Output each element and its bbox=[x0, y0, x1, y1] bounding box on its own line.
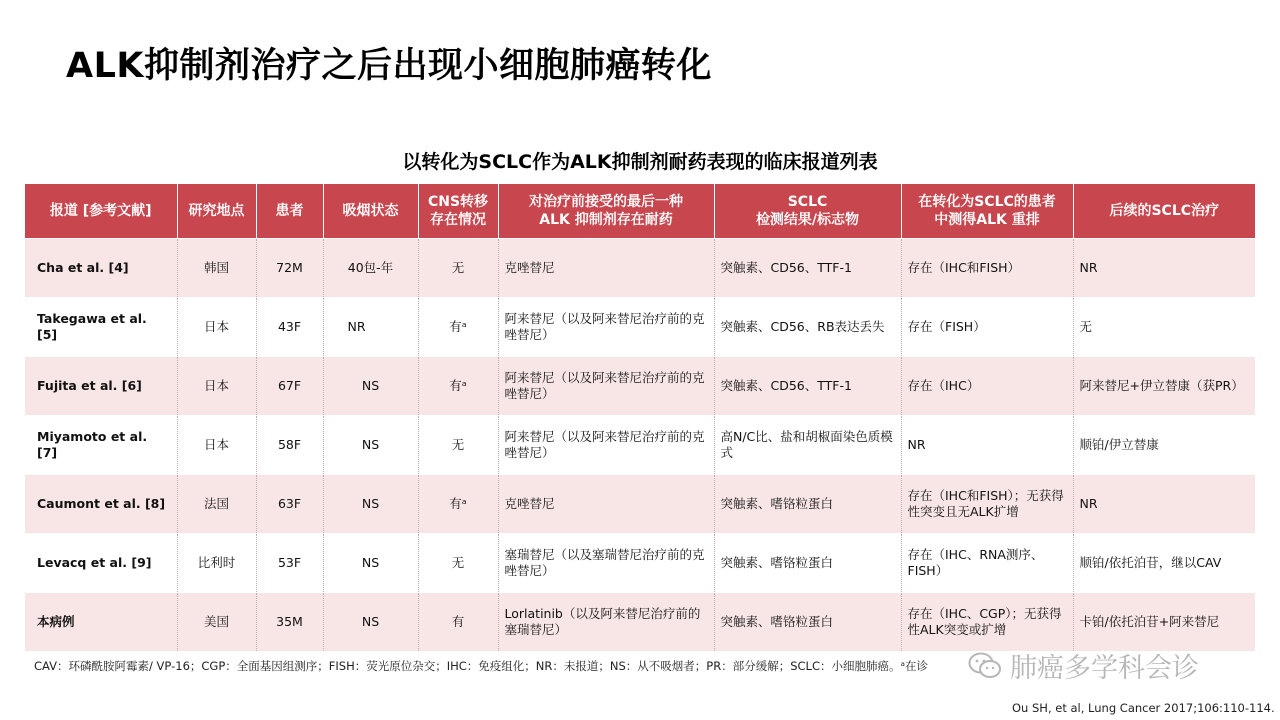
cell-cns: 有ᵃ bbox=[418, 357, 498, 416]
cell-report: 本病例 bbox=[25, 593, 177, 652]
cell-alk-rearrangement: 存在（IHC） bbox=[901, 357, 1073, 416]
header-patient: 患者 bbox=[256, 184, 323, 239]
cell-cns: 无 bbox=[418, 416, 498, 475]
table-title: 以转化为SCLC作为ALK抑制剂耐药表现的临床报道列表 bbox=[402, 151, 878, 173]
cell-cns: 有ᵃ bbox=[418, 475, 498, 534]
abbreviations-footnote: CAV：环磷酰胺阿霉素/ VP-16；CGP：全面基因组测序；FISH：荧光原位杂交；IHC：免疫组化；NR：未报道；NS：从不吸烟者；PR：部分缓解；SCLC：小细胞肺癌。ᵃ在诊 bbox=[34, 659, 928, 673]
table-row bbox=[25, 416, 1255, 475]
cell-patient: 35M bbox=[256, 593, 323, 652]
cell-patient: 58F bbox=[256, 416, 323, 475]
cell-sclc-markers: 突触素、CD56、TTF-1 bbox=[714, 357, 901, 416]
table-row bbox=[25, 239, 1255, 298]
wechat-logo-icon bbox=[968, 651, 1002, 681]
cell-alk-resistance: Lorlatinib（以及阿来替尼治疗前的塞瑞替尼） bbox=[498, 593, 714, 652]
cell-cns: 有 bbox=[418, 593, 498, 652]
cell-patient: 53F bbox=[256, 534, 323, 593]
table-row bbox=[25, 298, 1255, 357]
cell-cns: 无 bbox=[418, 239, 498, 298]
cell-cns: 有ᵃ bbox=[418, 298, 498, 357]
cell-report: Levacq et al. [9] bbox=[25, 534, 177, 593]
cell-smoking: NS bbox=[323, 534, 418, 593]
cell-patient: 72M bbox=[256, 239, 323, 298]
cell-alk-resistance: 克唑替尼 bbox=[498, 475, 714, 534]
cell-location: 韩国 bbox=[177, 239, 256, 298]
cell-location: 日本 bbox=[177, 416, 256, 475]
cell-location: 日本 bbox=[177, 298, 256, 357]
table-row bbox=[25, 475, 1255, 534]
cell-sclc-markers: 突触素、CD56、TTF-1 bbox=[714, 239, 901, 298]
cell-smoking: NS bbox=[323, 357, 418, 416]
cell-sclc-markers: 高N/C比、盐和胡椒面染色质模式 bbox=[714, 416, 901, 475]
header-cns: CNS转移 存在情况 bbox=[418, 184, 498, 239]
header-subsequent-treatment: 后续的SCLC治疗 bbox=[1073, 184, 1255, 239]
table-row bbox=[25, 593, 1255, 652]
cell-sclc-markers: 突触素、CD56、RB表达丢失 bbox=[714, 298, 901, 357]
page-title: ALK抑制剂治疗之后出现小细胞肺癌转化 bbox=[66, 46, 713, 86]
cell-smoking: NS bbox=[323, 475, 418, 534]
cell-patient: 43F bbox=[256, 298, 323, 357]
table-header-row bbox=[25, 184, 1255, 239]
header-smoking: 吸烟状态 bbox=[323, 184, 418, 239]
cell-cns: 无 bbox=[418, 534, 498, 593]
cell-report: Fujita et al. [6] bbox=[25, 357, 177, 416]
cell-smoking: 40包-年 bbox=[323, 239, 418, 298]
cell-alk-resistance: 阿来替尼（以及阿来替尼治疗前的克唑替尼） bbox=[498, 298, 714, 357]
cell-alk-rearrangement: 存在（IHC、RNA测序、FISH） bbox=[901, 534, 1073, 593]
cell-location: 法国 bbox=[177, 475, 256, 534]
cell-alk-resistance: 塞瑞替尼（以及塞瑞替尼治疗前的克唑替尼） bbox=[498, 534, 714, 593]
cell-smoking: NS bbox=[323, 593, 418, 652]
clinical-reports-table bbox=[25, 184, 1255, 651]
cell-subsequent-treatment: NR bbox=[1073, 475, 1255, 534]
header-report: 报道 [参考文献] bbox=[25, 184, 177, 239]
cell-location: 美国 bbox=[177, 593, 256, 652]
cell-subsequent-treatment: 顺铂/依托泊苷，继以CAV bbox=[1073, 534, 1255, 593]
cell-subsequent-treatment: NR bbox=[1073, 239, 1255, 298]
cell-alk-resistance: 阿来替尼（以及阿来替尼治疗前的克唑替尼） bbox=[498, 357, 714, 416]
cell-alk-rearrangement: 存在（IHC、CGP）；无获得性ALK突变或扩增 bbox=[901, 593, 1073, 652]
cell-report: Takegawa et al. [5] bbox=[25, 298, 177, 357]
cell-alk-rearrangement: NR bbox=[901, 416, 1073, 475]
cell-alk-rearrangement: 存在（IHC和FISH）；无获得性突变且无ALK扩增 bbox=[901, 475, 1073, 534]
cell-subsequent-treatment: 卡铂/依托泊苷+阿来替尼 bbox=[1073, 593, 1255, 652]
watermark-text: 肺癌多学科会诊 bbox=[1010, 653, 1199, 684]
cell-alk-rearrangement: 存在（FISH） bbox=[901, 298, 1073, 357]
cell-smoking: NR bbox=[323, 298, 418, 357]
cell-subsequent-treatment: 无 bbox=[1073, 298, 1255, 357]
cell-alk-rearrangement: 存在（IHC和FISH） bbox=[901, 239, 1073, 298]
cell-smoking: NS bbox=[323, 416, 418, 475]
cell-sclc-markers: 突触素、嗜铬粒蛋白 bbox=[714, 593, 901, 652]
cell-patient: 67F bbox=[256, 357, 323, 416]
table-row bbox=[25, 357, 1255, 416]
cell-alk-resistance: 克唑替尼 bbox=[498, 239, 714, 298]
cell-report: Cha et al. [4] bbox=[25, 239, 177, 298]
header-location: 研究地点 bbox=[177, 184, 256, 239]
cell-location: 比利时 bbox=[177, 534, 256, 593]
cell-sclc-markers: 突触素、嗜铬粒蛋白 bbox=[714, 475, 901, 534]
cell-location: 日本 bbox=[177, 357, 256, 416]
cell-subsequent-treatment: 顺铂/伊立替康 bbox=[1073, 416, 1255, 475]
cell-alk-resistance: 阿来替尼（以及阿来替尼治疗前的克唑替尼） bbox=[498, 416, 714, 475]
cell-patient: 63F bbox=[256, 475, 323, 534]
cell-report: Miyamoto et al. [7] bbox=[25, 416, 177, 475]
cell-report: Caumont et al. [8] bbox=[25, 475, 177, 534]
watermark bbox=[968, 646, 1199, 685]
header-sclc-markers: SCLC 检测结果/标志物 bbox=[714, 184, 901, 239]
cell-subsequent-treatment: 阿来替尼+伊立替康（获PR） bbox=[1073, 357, 1255, 416]
cell-sclc-markers: 突触素、嗜铬粒蛋白 bbox=[714, 534, 901, 593]
header-alk-resistance: 对治疗前接受的最后一种 ALK 抑制剂存在耐药 bbox=[498, 184, 714, 239]
header-alk-rearrangement: 在转化为SCLC的患者 中测得ALK 重排 bbox=[901, 184, 1073, 239]
table-row bbox=[25, 534, 1255, 593]
citation: Ou SH, et al, Lung Cancer 2017;106:110-114. bbox=[1012, 701, 1275, 715]
